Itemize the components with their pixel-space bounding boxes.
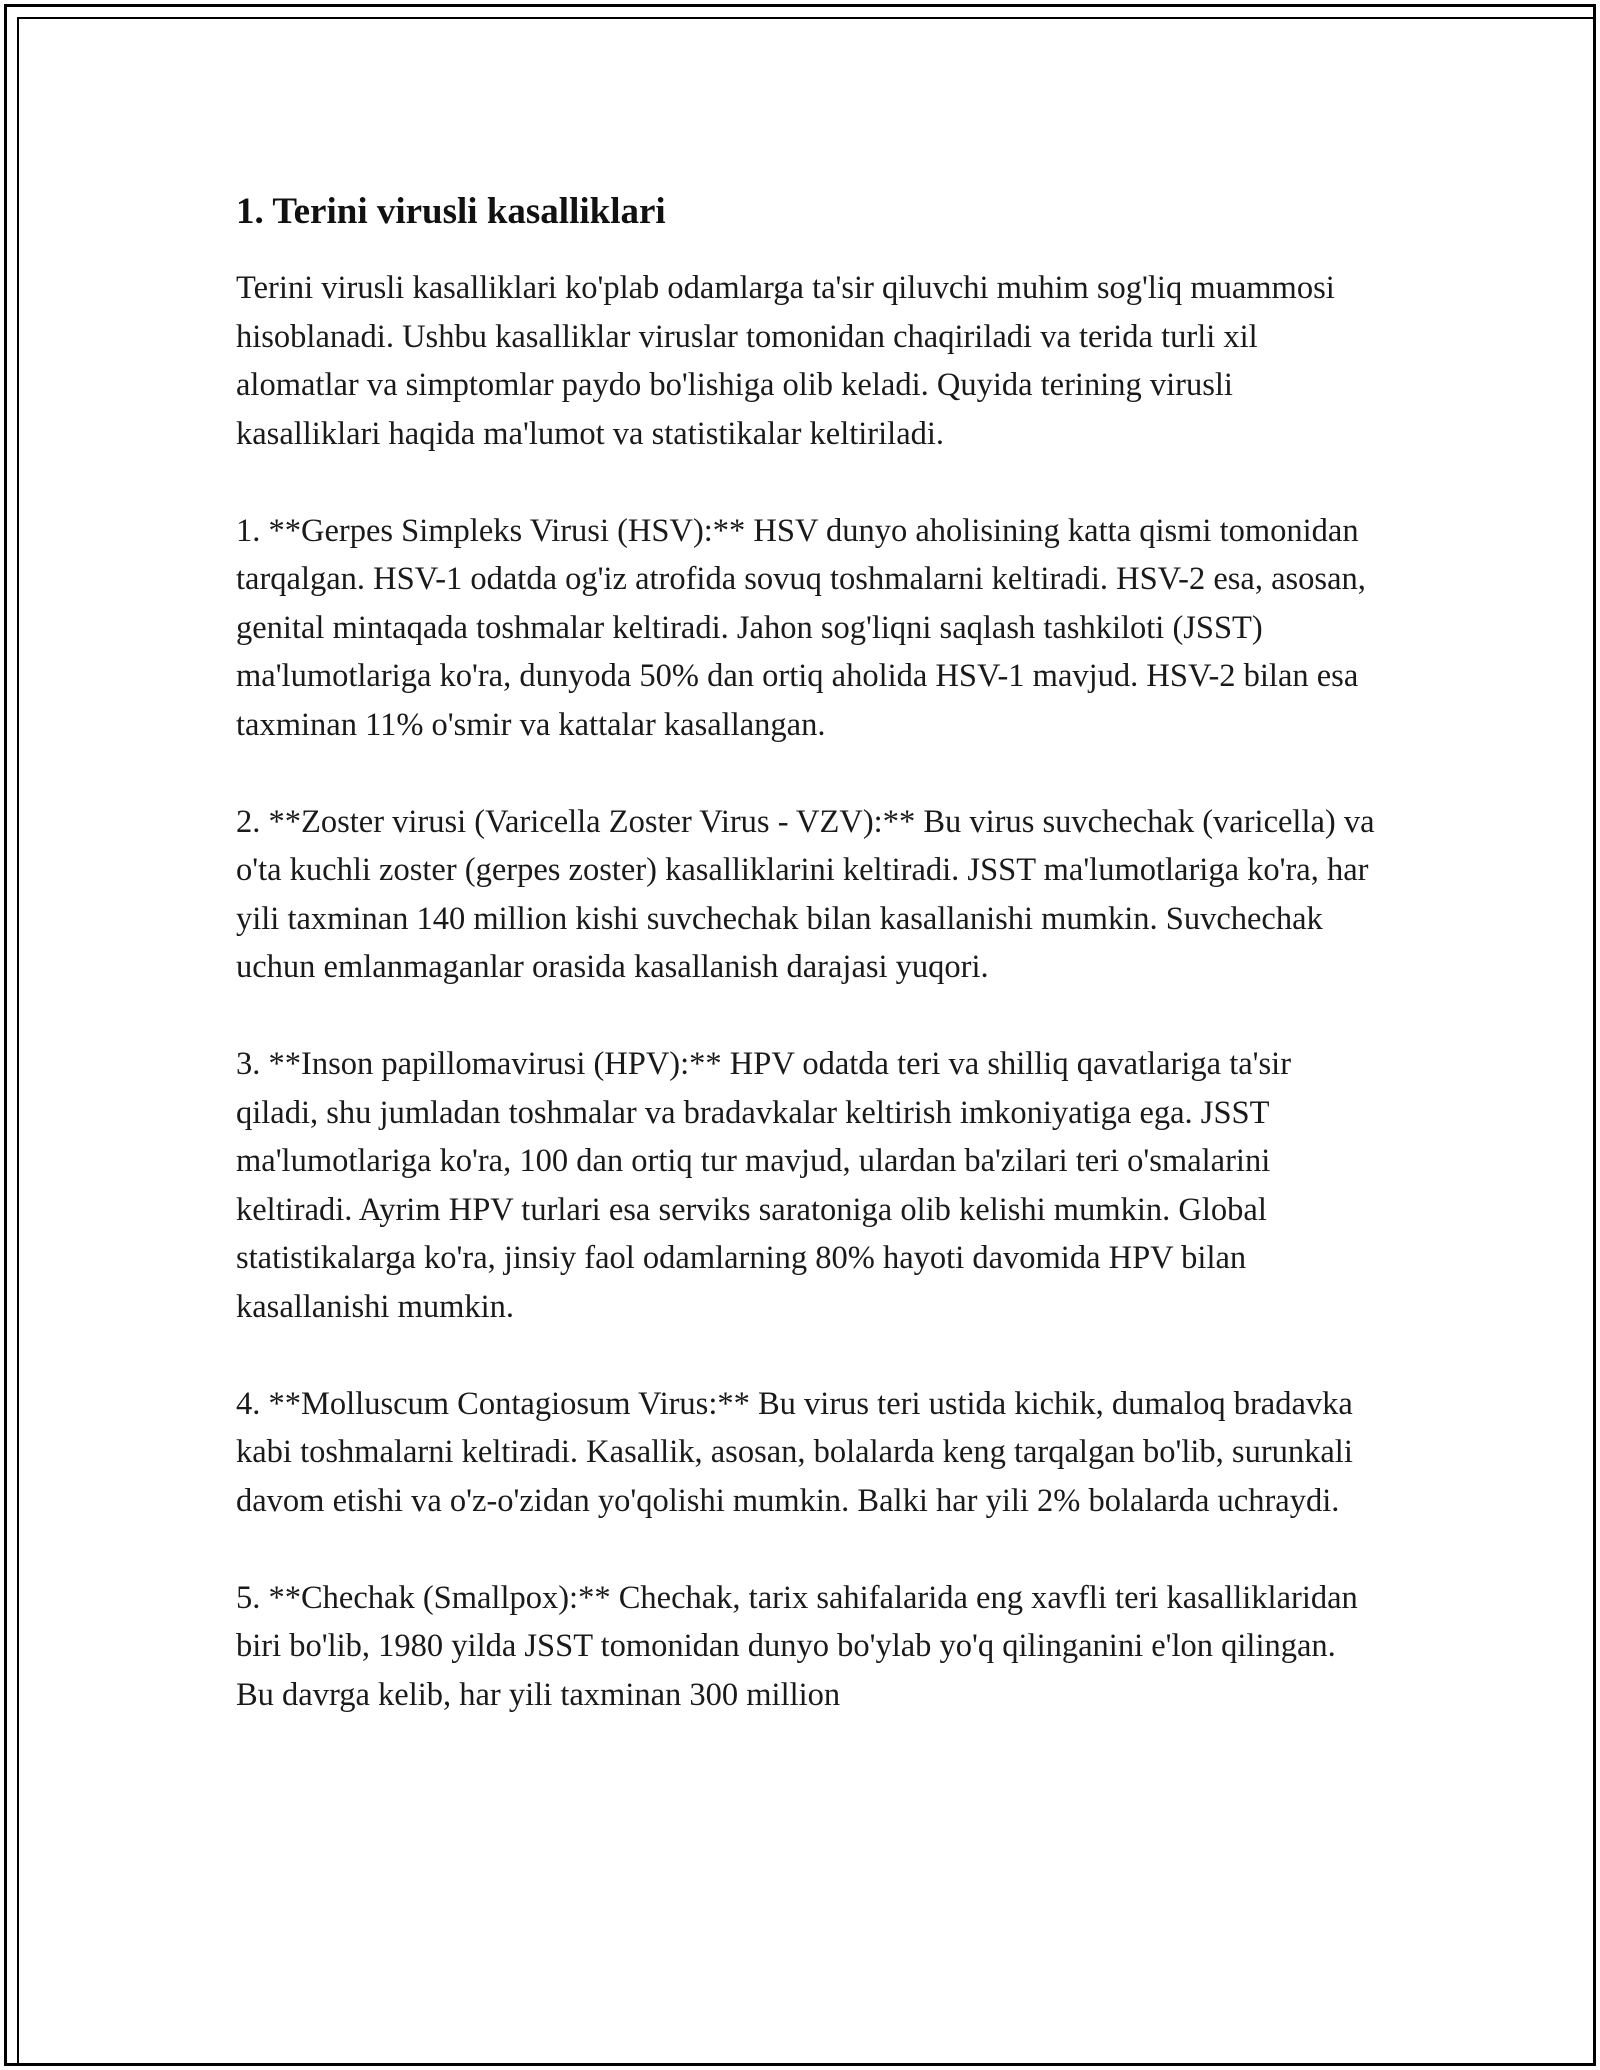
paragraph-smallpox: 5. **Chechak (Smallpox):** Chechak, tarix sahifalarida eng xavfli teri kasalliklaridan biri bo'lib, 1980 yilda JSST tomonidan dunyo bo'ylab yo'q qilinganini e'lon qilingan. Bu davrga kelib, har yili taxminan 300 million — [236, 1579, 1358, 1713]
section-heading: 1. Terini virusli kasalliklari — [236, 191, 666, 232]
paragraph-hsv: 1. **Gerpes Simpleks Virusi (HSV):** HSV dunyo aholisining katta qismi tomonidan tarqalgan. HSV-1 odatda og'iz atrofida sovuq toshmalarni keltiradi. HSV-2 esa, asosan, genital mintaqada toshmalar keltiradi. Jahon sog'liqni saqlash tashkiloti (JSST) ma'lumotlariga ko'ra, dunyoda 50% dan ortiq aholida HSV-1 mavjud. HSV-2 bilan esa taxminan 11% o'smir va kattalar kasallangan. — [236, 512, 1366, 743]
intro-paragraph: Terini virusli kasalliklari ko'plab odamlarga ta'sir qiluvchi muhim sog'liq muammosi hisoblanadi. Ushbu kasalliklar viruslar tomonidan chaqiriladi va terida turli xil alomatlar va simptomlar paydo bo'lishiga olib keladi. Quyida terining virusli kasalliklari haqida ma'lumot va statistikalar keltiriladi. — [236, 270, 1335, 452]
document-body — [236, 186, 1376, 1768]
paragraph-hpv: 3. **Inson papillomavirusi (HPV):** HPV odatda teri va shilliq qavatlariga ta'sir qiladi, shu jumladan toshmalar va bradavkalar keltirish imkoniyatiga ega. JSST ma'lumotlariga ko'ra, 100 dan ortiq tur mavjud, ulardan ba'zilari teri o'smalarini keltiradi. Ayrim HPV turlari esa serviks saratoniga olib kelishi mumkin. Global statistikalarga ko'ra, jinsiy faol odamlarning 80% hayoti davomida HPV bilan kasallanishi mumkin. — [236, 1046, 1292, 1325]
paragraph-vzv: 2. **Zoster virusi (Varicella Zoster Virus - VZV):** Bu virus suvchechak (varicella) va o'ta kuchli zoster (gerpes zoster) kasalliklarini keltiradi. JSST ma'lumotlariga ko'ra, har yili taxminan 140 million kishi suvchechak bilan kasallanishi mumkin. Suvchechak uchun emlanmaganlar orasida kasallanish darajasi yuqori. — [236, 803, 1375, 985]
paragraph-molluscum: 4. **Molluscum Contagiosum Virus:** Bu virus teri ustida kichik, dumaloq bradavka kabi toshmalarni keltiradi. Kasallik, asosan, bolalarda keng tarqalgan bo'lib, surunkali davom etishi va o'z-o'zidan yo'qolishi mumkin. Balki har yili 2% bolalarda uchraydi. — [236, 1385, 1353, 1519]
